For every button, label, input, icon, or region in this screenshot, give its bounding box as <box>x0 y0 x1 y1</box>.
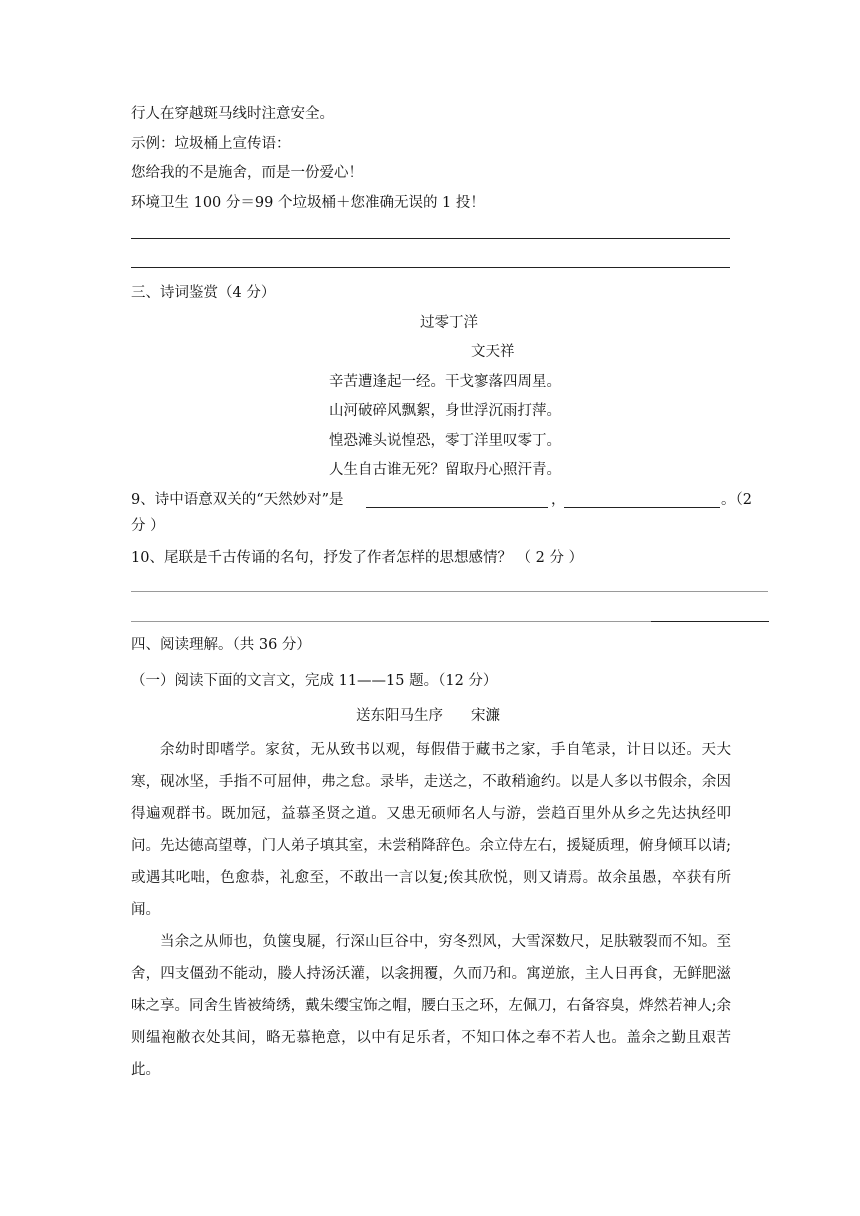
classical-text-body <box>131 734 731 1086</box>
section-heading-poetry: 三、诗词鉴赏（4 分） <box>131 285 276 301</box>
question-9-blank-2[interactable] <box>564 507 720 508</box>
text-title: 送东阳马生序 <box>356 708 443 724</box>
answer-line-1[interactable] <box>131 238 730 239</box>
question-9-score-tail: 分 ） <box>131 518 165 534</box>
poem-title: 过零丁洋 <box>420 315 478 331</box>
poem-line: 人生自古谁无死？留取丹心照汗青。 <box>329 462 561 478</box>
answer-line-2[interactable] <box>131 267 730 268</box>
answer-line-q10-2-end[interactable] <box>651 621 769 622</box>
poem-line: 惶恐滩头说惶恐，零丁洋里叹零丁。 <box>329 433 561 449</box>
answer-line-q10-1[interactable] <box>131 591 768 592</box>
paragraph: 余幼时即嗜学。家贫，无从致书以观，每假借于藏书之家，手自笔录，计日以还。天大寒，砚冰坚，手指不可屈伸，弗之怠。录毕，走送之，不敢稍逾约。以是人多以书假余，余因得遍观群书。既加冠，益慕圣贤之道。又患无硕师名人与游，尝趋百里外从乡之先达执经叩问。先达德高望尊，门人弟子填其室，未尝稍降辞色。余立侍左右，援疑质理，俯身倾耳以请;或遇其叱咄，色愈恭，礼愈至，不敢出一言以复;俟其欣悦，则又请焉。故余虽愚，卒获有所闻。 <box>131 742 731 918</box>
statement-line: 行人在穿越斑马线时注意安全。 <box>131 106 334 122</box>
answer-line-q10-2[interactable] <box>131 621 651 622</box>
example-label: 示例：垃圾桶上宣传语： <box>131 136 291 152</box>
text-author: 宋濂 <box>471 708 500 724</box>
question-9-end: 。（2 <box>721 492 752 508</box>
question-10-text: 10、尾联是千古传诵的名句，抒发了作者怎样的思想感情？ （ 2 分 ） <box>131 550 584 566</box>
question-9-comma: ， <box>551 492 566 508</box>
poem-line: 山河破碎风飘絮，身世浮沉雨打萍。 <box>329 403 561 419</box>
section-heading-reading: 四、阅读理解。（共 36 分） <box>131 637 311 653</box>
paragraph: 当余之从师也，负箧曳屣，行深山巨谷中，穷冬烈风，大雪深数尺，足肤皲裂而不知。至舍，四支僵劲不能动，媵人持汤沃灌，以衾拥覆，久而乃和。寓逆旅，主人日再食，无鲜肥滋味之享。同舍生皆被绮绣，戴朱缨宝饰之帽，腰白玉之环，左佩刀，右备容臭，烨然若神人;余则缊袍敝衣处其间，略无慕艳意，以中有足乐者，不知口体之奉不若人也。盖余之勤且艰苦此。 <box>131 934 731 1078</box>
poem-line: 辛苦遭逢起一经。干戈寥落四周星。 <box>329 374 561 390</box>
subsection-heading: （一）阅读下面的文言文，完成 11——15 题。（12 分） <box>131 673 498 689</box>
question-9-blank-1[interactable] <box>366 507 548 508</box>
example-line-1: 您给我的不是施舍，而是一份爱心！ <box>131 165 363 181</box>
example-line-2: 环境卫生 100 分＝99 个垃圾桶＋您准确无误的 1 投！ <box>131 195 485 211</box>
poem-author: 文天祥 <box>471 344 515 360</box>
question-9-text: 9、诗中语意双关的“天然妙对”是 <box>131 492 344 508</box>
